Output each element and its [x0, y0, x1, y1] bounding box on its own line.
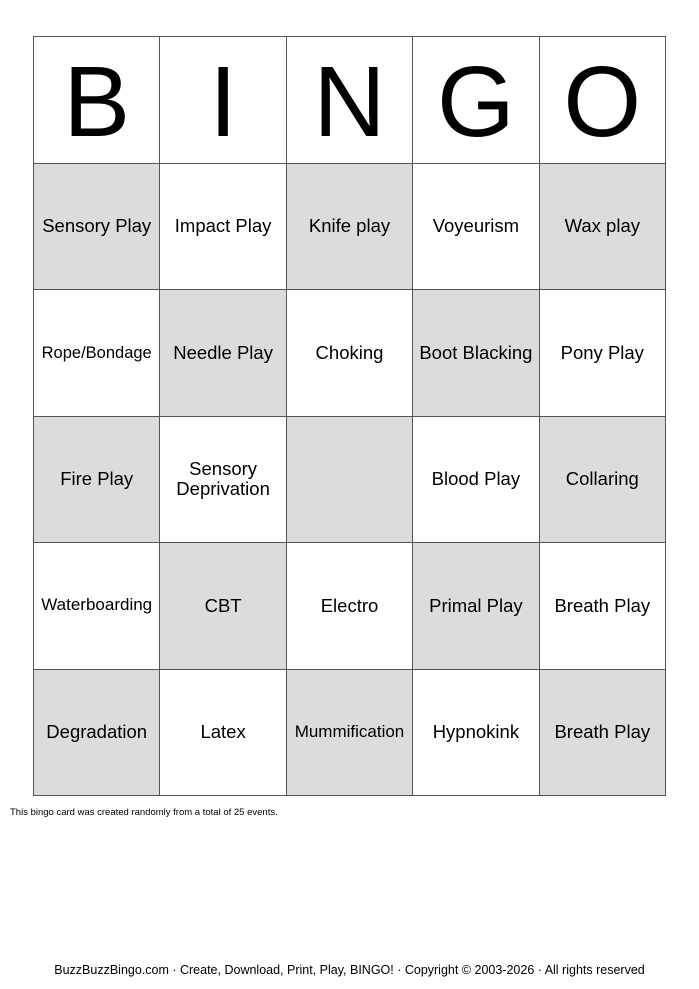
bingo-cell[interactable]: Fire Play — [34, 417, 160, 544]
header-letter-g: G — [413, 37, 539, 164]
page-footer: BuzzBuzzBingo.com · Create, Download, Print, Play, BINGO! · Copyright © 2003-2026 · All rights reserved — [54, 963, 645, 977]
bingo-cell[interactable]: Pony Play — [540, 290, 666, 417]
bingo-cell[interactable]: Voyeurism — [413, 164, 539, 291]
bingo-cell[interactable]: Boot Blacking — [413, 290, 539, 417]
header-letter-n: N — [287, 37, 413, 164]
bingo-cell[interactable]: Knife play — [287, 164, 413, 291]
bingo-cell[interactable]: Wax play — [540, 164, 666, 291]
bingo-cell[interactable]: Impact Play — [160, 164, 286, 291]
bingo-cell[interactable]: Electro — [287, 543, 413, 670]
bingo-card — [33, 36, 666, 796]
bingo-cell[interactable]: Mummification — [287, 670, 413, 797]
bingo-free-cell[interactable] — [287, 417, 413, 544]
bingo-cell[interactable]: Sensory Play — [34, 164, 160, 291]
bingo-cell[interactable]: Hypnokink — [413, 670, 539, 797]
bingo-cell[interactable]: Choking — [287, 290, 413, 417]
bingo-cell[interactable]: Blood Play — [413, 417, 539, 544]
card-note: This bingo card was created randomly from a total of 25 events. — [10, 807, 278, 818]
bingo-cell[interactable]: Sensory Deprivation — [160, 417, 286, 544]
bingo-cell[interactable]: CBT — [160, 543, 286, 670]
bingo-cell[interactable]: Rope/Bondage — [34, 290, 160, 417]
bingo-cell[interactable]: Collaring — [540, 417, 666, 544]
bingo-cell[interactable]: Breath Play — [540, 670, 666, 797]
bingo-cell[interactable]: Latex — [160, 670, 286, 797]
bingo-cell[interactable]: Needle Play — [160, 290, 286, 417]
bingo-cell[interactable]: Degradation — [34, 670, 160, 797]
header-letter-o: O — [540, 37, 666, 164]
header-letter-i: I — [160, 37, 286, 164]
bingo-cell[interactable]: Breath Play — [540, 543, 666, 670]
header-letter-b: B — [34, 37, 160, 164]
bingo-cell[interactable]: Primal Play — [413, 543, 539, 670]
bingo-cell[interactable]: Waterboarding — [34, 543, 160, 670]
